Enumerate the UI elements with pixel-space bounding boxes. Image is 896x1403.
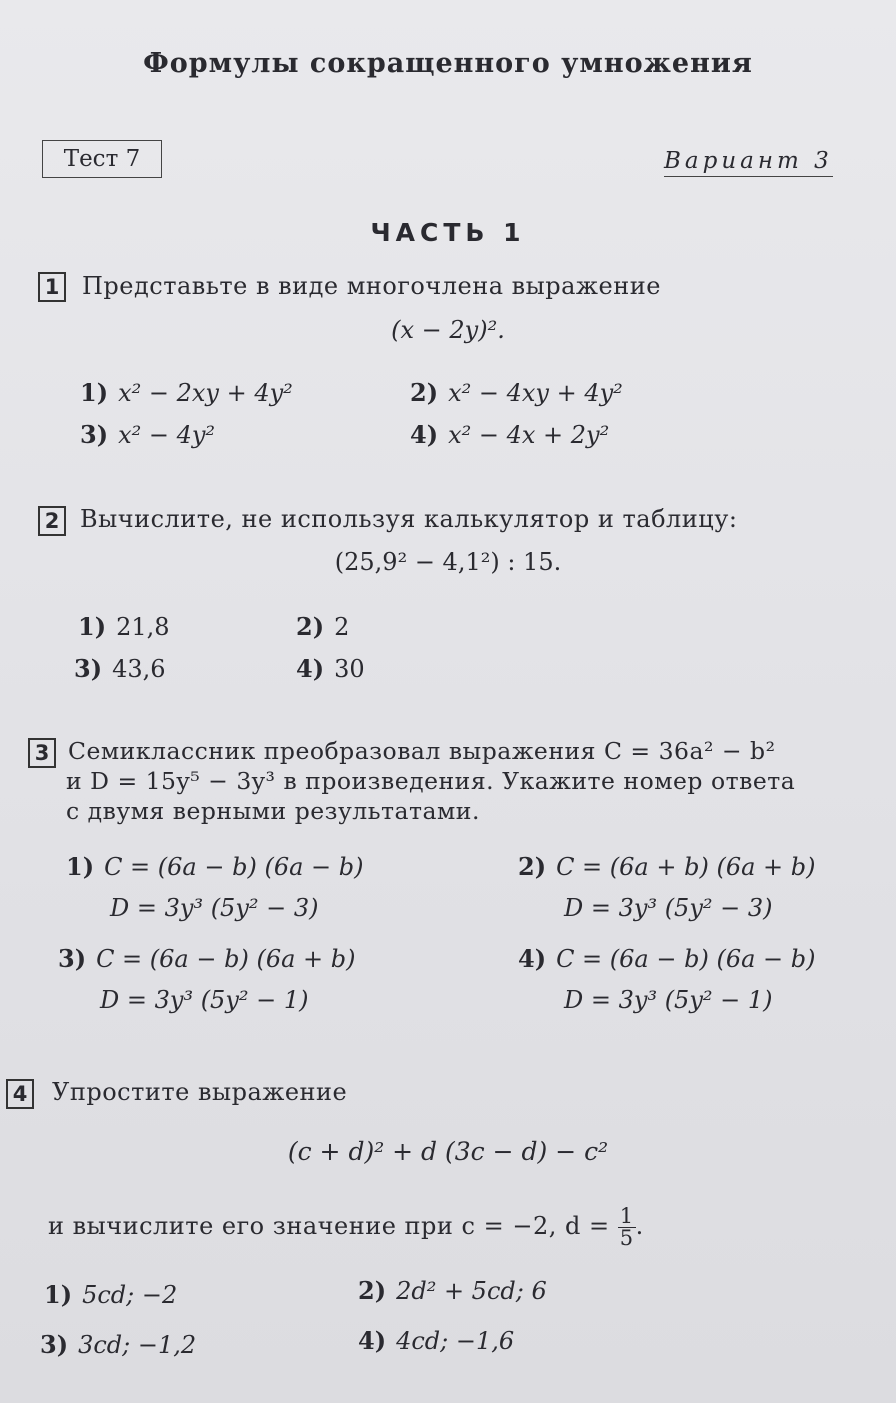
answer-number: 4) xyxy=(518,944,547,973)
answer-c: C = (6a − b) (6a − b) xyxy=(104,853,364,881)
answer-c: C = (6a − b) (6a + b) xyxy=(96,945,356,973)
q2-answer-3[interactable] xyxy=(74,654,166,683)
fraction-numerator: 1 xyxy=(619,1204,634,1228)
answer-number: 3) xyxy=(40,1330,69,1359)
answer-number: 1) xyxy=(66,852,95,881)
answer-text: x² − 4x + 2y² xyxy=(448,421,610,449)
answer-number: 3) xyxy=(58,944,87,973)
page-title: Формулы сокращенного умножения xyxy=(143,48,753,79)
answer-text: x² − 2xy + 4y² xyxy=(118,379,293,407)
test-label: Тест 7 xyxy=(42,140,162,178)
answer-c: C = (6a − b) (6a − b) xyxy=(556,945,816,973)
question-4-condition xyxy=(48,1206,644,1249)
q2-answer-4[interactable] xyxy=(296,654,365,683)
q1-answer-3[interactable] xyxy=(80,420,215,449)
answer-number: 4) xyxy=(410,420,439,449)
question-1-number: 1 xyxy=(38,272,66,302)
fraction xyxy=(618,1206,636,1249)
q1-answer-2[interactable] xyxy=(410,378,623,407)
q3-answer-2[interactable] xyxy=(518,852,816,881)
answer-c: C = (6a + b) (6a + b) xyxy=(556,853,816,881)
answer-text: 4cd; −1,6 xyxy=(396,1327,515,1355)
fraction-denominator: 5 xyxy=(619,1226,634,1250)
q3-answer-1[interactable] xyxy=(66,852,364,881)
q3-answer-2-d: D = 3y³ (5y² − 3) xyxy=(564,894,773,922)
answer-number: 1) xyxy=(80,378,109,407)
answer-text: 5cd; −2 xyxy=(82,1281,178,1309)
answer-number: 4) xyxy=(296,654,325,683)
q4-answer-3[interactable] xyxy=(40,1330,196,1359)
condition-end: . xyxy=(635,1212,644,1240)
answer-text: 21,8 xyxy=(116,613,170,641)
q3-answer-3-d: D = 3y³ (5y² − 1) xyxy=(100,986,309,1014)
condition-text: и вычислите его значение при c = −2, d = xyxy=(48,1212,610,1240)
q3-answer-1-d: D = 3y³ (5y² − 3) xyxy=(110,894,319,922)
q2-answer-2[interactable] xyxy=(296,612,349,641)
answer-number: 2) xyxy=(518,852,547,881)
answer-text: 43,6 xyxy=(112,655,166,683)
answer-number: 2) xyxy=(296,612,325,641)
answer-number: 2) xyxy=(358,1276,387,1305)
q3-answer-4-d: D = 3y³ (5y² − 1) xyxy=(564,986,773,1014)
answer-number: 3) xyxy=(74,654,103,683)
question-4-text: Упростите выражение xyxy=(52,1078,348,1106)
question-1-expression: (x − 2y)². xyxy=(391,316,505,344)
question-2-expression: (25,9² − 4,1²) : 15. xyxy=(334,548,562,576)
q4-answer-1[interactable] xyxy=(44,1280,177,1309)
question-2-text: Вычислите, не используя калькулятор и таблицу: xyxy=(80,505,738,533)
q3-answer-3[interactable] xyxy=(58,944,356,973)
question-3-line-2: и D = 15y⁵ − 3y³ в произведения. Укажите номер ответа xyxy=(66,767,796,795)
q1-answer-1[interactable] xyxy=(80,378,293,407)
question-2-number: 2 xyxy=(38,506,66,536)
question-3-number: 3 xyxy=(28,738,56,768)
answer-text: 2d² + 5cd; 6 xyxy=(396,1277,547,1305)
question-1-text: Представьте в виде многочлена выражение xyxy=(82,272,661,300)
part-heading: ЧАСТЬ 1 xyxy=(370,218,526,247)
variant-label: Вариант 3 xyxy=(664,148,833,177)
answer-text: 3cd; −1,2 xyxy=(78,1331,197,1359)
question-4-expression: (c + d)² + d (3c − d) − c² xyxy=(287,1137,609,1166)
q2-answer-1[interactable] xyxy=(78,612,170,641)
answer-text: x² − 4y² xyxy=(118,421,216,449)
q4-answer-2[interactable] xyxy=(358,1276,547,1305)
q4-answer-4[interactable] xyxy=(358,1326,514,1355)
answer-number: 1) xyxy=(44,1280,73,1309)
question-3-line-3: с двумя верными результатами. xyxy=(66,797,480,825)
answer-number: 3) xyxy=(80,420,109,449)
answer-number: 2) xyxy=(410,378,439,407)
q1-answer-4[interactable] xyxy=(410,420,609,449)
answer-text: x² − 4xy + 4y² xyxy=(448,379,623,407)
answer-text: 2 xyxy=(334,613,350,641)
answer-text: 30 xyxy=(334,655,365,683)
question-3-line-1: Семиклассник преобразовал выражения C = 36a² − b² xyxy=(68,737,776,765)
q3-answer-4[interactable] xyxy=(518,944,816,973)
answer-number: 1) xyxy=(78,612,107,641)
question-4-number: 4 xyxy=(6,1079,34,1109)
answer-number: 4) xyxy=(358,1326,387,1355)
